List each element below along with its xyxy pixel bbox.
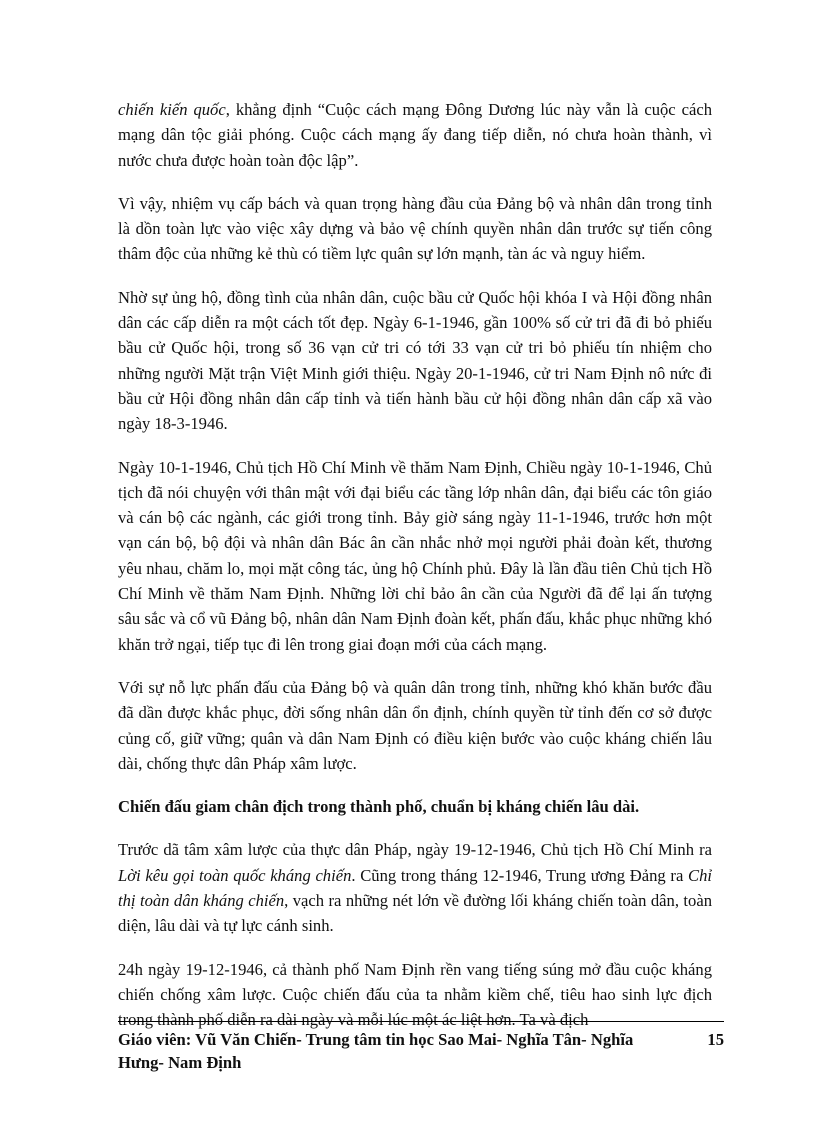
paragraph-7: 24h ngày 19-12-1946, cả thành phố Nam Định rền vang tiếng súng mở đầu cuộc kháng chiến chống xâm lược. Cuộc chiến đấu của ta nhằm kiềm chế, tiêu hao sinh lực địch trong thành phố diễn ra dài ngày và mỗi lúc một ác liệt hơn. Ta và địch xyxy=(118,959,712,1030)
italic-phrase: chiến kiến quốc xyxy=(118,100,226,119)
page-number: 15 xyxy=(707,1030,724,1049)
paragraph-text: , vạch ra những nét lớn về đường lối kháng chiến toàn dân, toàn diện, lâu dài và tự lực cánh sinh. xyxy=(118,891,712,936)
italic-title: Lời kêu gọi toàn quốc kháng chiến xyxy=(118,865,352,885)
italic-title: Chỉ thị toàn dân kháng chiến xyxy=(118,865,713,911)
page-footer xyxy=(118,1021,724,1074)
paragraph-2: Vì vậy, nhiệm vụ cấp bách và quan trọng hàng đầu của Đảng bộ và nhân dân trong tỉnh là dồn toàn lực vào việc xây dựng và bảo vệ chính quyền nhân dân trước sự tiến công thâm độc của những kẻ thù có tiềm lực quân sự lớn mạnh, tàn ác và nguy hiểm. xyxy=(118,193,712,264)
paragraph-3: Nhờ sự ủng hộ, đồng tình của nhân dân, cuộc bầu cử Quốc hội khóa I và Hội đồng nhân dân các cấp diễn ra một cách tốt đẹp. Ngày 6-1-1946, gần 100% số cử tri đã đi bỏ phiếu bầu cử Quốc hội, trong số 36 vạn cử tri có tới 33 vạn cử tri bỏ phiếu tín nhiệm cho những người Mặt trận Việt Minh giới thiệu. Ngày 20-1-1946, cử tri Nam Định nô nức đi bầu cử Hội đồng nhân dân cấp tỉnh và tiến hành bầu cử hội đồng nhân dân cấp xã vào ngày 18-3-1946. xyxy=(118,287,712,434)
document-body xyxy=(118,97,712,1051)
paragraph-text: . Cũng trong tháng 12-1946, Trung ương Đảng ra xyxy=(351,865,689,885)
paragraph-4: Ngày 10-1-1946, Chủ tịch Hồ Chí Minh về thăm Nam Định, Chiều ngày 10-1-1946, Chủ tịch đã nói chuyện với thân mật với đại biểu các tầng lớp nhân dân, đại biểu các tôn giáo và cán bộ các ngành, các giới trong tỉnh. Bảy giờ sáng ngày 11-1-1946, trước hơn một vạn cán bộ, bộ đội và nhân dân Bác ân cần nhắc nhở mọi người phải đoàn kết, thương yêu nhau, chăm lo, mọi mặt công tác, ủng hộ Chính phủ. Đây là lần đầu tiên Chủ tịch Hồ Chí Minh về thăm Nam Định. Những lời chỉ bảo ân cần của Người đã để lại ấn tượng sâu sắc và cổ vũ Đảng bộ, nhân dân Nam Định đoàn kết, phấn đấu, khắc phục những khó khăn trở ngại, tiếp tục đi lên trong giai đoạn mới của cách mạng. xyxy=(118,457,712,654)
paragraph-text: , khẳng định “Cuộc cách mạng Đông Dương lúc này vẫn là cuộc cách mạng dân tộc giải phóng. Cuộc cách mạng ấy đang tiếp diễn, nó chưa hoàn thành, vì nước chưa được hoàn toàn độc lập”. xyxy=(118,100,713,170)
paragraph-5: Với sự nỗ lực phấn đấu của Đảng bộ và quân dân trong tỉnh, những khó khăn bước đầu đã dần được khắc phục, đời sống nhân dân ổn định, chính quyền từ tỉnh đến cơ sở được củng cố, giữ vững; quân và dân Nam Định có điều kiện bước vào cuộc kháng chiến lâu dài, chống thực dân Pháp xâm lược. xyxy=(118,677,712,773)
footer-text: Giáo viên: Vũ Văn Chiến- Trung tâm tin học Sao Mai- Nghĩa Tân- Nghĩa Hưng- Nam Định xyxy=(118,1030,634,1072)
paragraph-6 xyxy=(118,837,712,938)
section-heading: Chiến đấu giam chân địch trong thành phố, chuẩn bị kháng chiến lâu dài. xyxy=(118,797,640,817)
paragraph-1 xyxy=(118,97,712,173)
footer-divider xyxy=(118,1021,724,1022)
paragraph-text: Trước dã tâm xâm lược của thực dân Pháp, ngày 19-12-1946, Chủ tịch Hồ Chí Minh ra xyxy=(118,840,712,860)
